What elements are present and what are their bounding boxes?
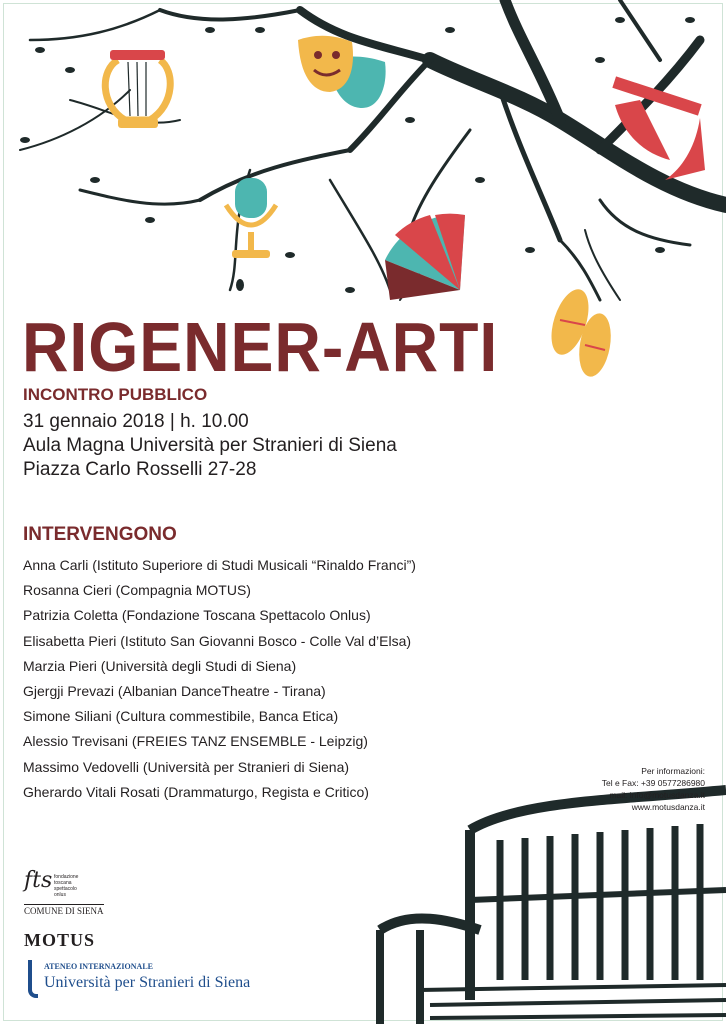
ballet-shoes-icon — [544, 285, 615, 379]
tree-branches — [20, 0, 726, 300]
list-item: Elisabetta Pieri (Istituto San Giovanni Bosco - Colle Val d’Elsa) — [23, 632, 412, 649]
event-date: 31 gennaio 2018 | h. 10.00 — [23, 411, 249, 432]
fts-text-line: fondazione — [54, 874, 79, 880]
lyre-icon — [105, 50, 170, 128]
page-title: RIGENER-ARTI — [22, 308, 499, 386]
contact-info — [602, 765, 705, 813]
unistra-logo — [24, 960, 274, 998]
unistra-mark — [28, 960, 38, 998]
event-venue: Aula Magna Università per Stranieri di Siena — [23, 435, 397, 456]
speakers-list — [23, 556, 416, 808]
list-item: Patrizia Coletta (Fondazione Toscana Spettacolo Onlus) — [23, 607, 371, 624]
list-item: Alessio Trevisani (FREIES TANZ ENSEMBLE - Leipzig) — [23, 733, 368, 750]
list-item: Rosanna Cieri (Compagnia MOTUS) — [23, 582, 251, 599]
fts-text-line: toscana — [54, 880, 72, 886]
motus-logo: MOTUS — [24, 930, 96, 950]
subtitle: INCONTRO PUBBLICO — [23, 385, 208, 404]
event-info — [23, 410, 397, 482]
list-item: Simone Siliani (Cultura commestibile, Banca Etica) — [23, 708, 339, 725]
contact-mail[interactable]: mail: info@motusdanza.it — [609, 790, 705, 800]
fts-logo — [24, 868, 104, 896]
list-item: Massimo Vedovelli (Università per Stranieri di Siena) — [23, 758, 350, 775]
fts-text-line: onlus — [54, 892, 66, 898]
fan-icon — [385, 214, 465, 300]
list-item: Anna Carli (Istituto Superiore di Studi Musicali “Rinaldo Franci”) — [23, 557, 416, 573]
fts-text-line: spettacolo — [54, 886, 77, 892]
event-address: Piazza Carlo Rosselli 27-28 — [23, 459, 257, 480]
unistra-name: Università per Stranieri di Siena — [44, 974, 251, 991]
contact-phone: Tel e Fax: +39 0577286980 — [601, 778, 705, 788]
fts-text — [54, 874, 78, 898]
list-item: Marzia Pieri (Università degli Studi di Siena) — [23, 657, 297, 674]
bench-icon — [380, 790, 726, 1024]
microphone-icon — [226, 178, 276, 258]
list-item: Gjergji Prevazi (Albanian DanceTheatre - Tirana) — [23, 682, 326, 699]
unistra-small-text: ATENEO INTERNAZIONALE — [44, 962, 153, 971]
contact-label: Per informazioni: — [641, 766, 705, 776]
fts-mark: fts — [24, 868, 53, 893]
contact-web[interactable]: www.motusdanza.it — [631, 802, 705, 812]
speakers-heading: INTERVENGONO — [23, 524, 177, 545]
comune-logo: COMUNE DI SIENA — [24, 906, 104, 916]
list-item: Gherardo Vitali Rosati (Drammaturgo, Regista e Critico) — [23, 783, 369, 800]
